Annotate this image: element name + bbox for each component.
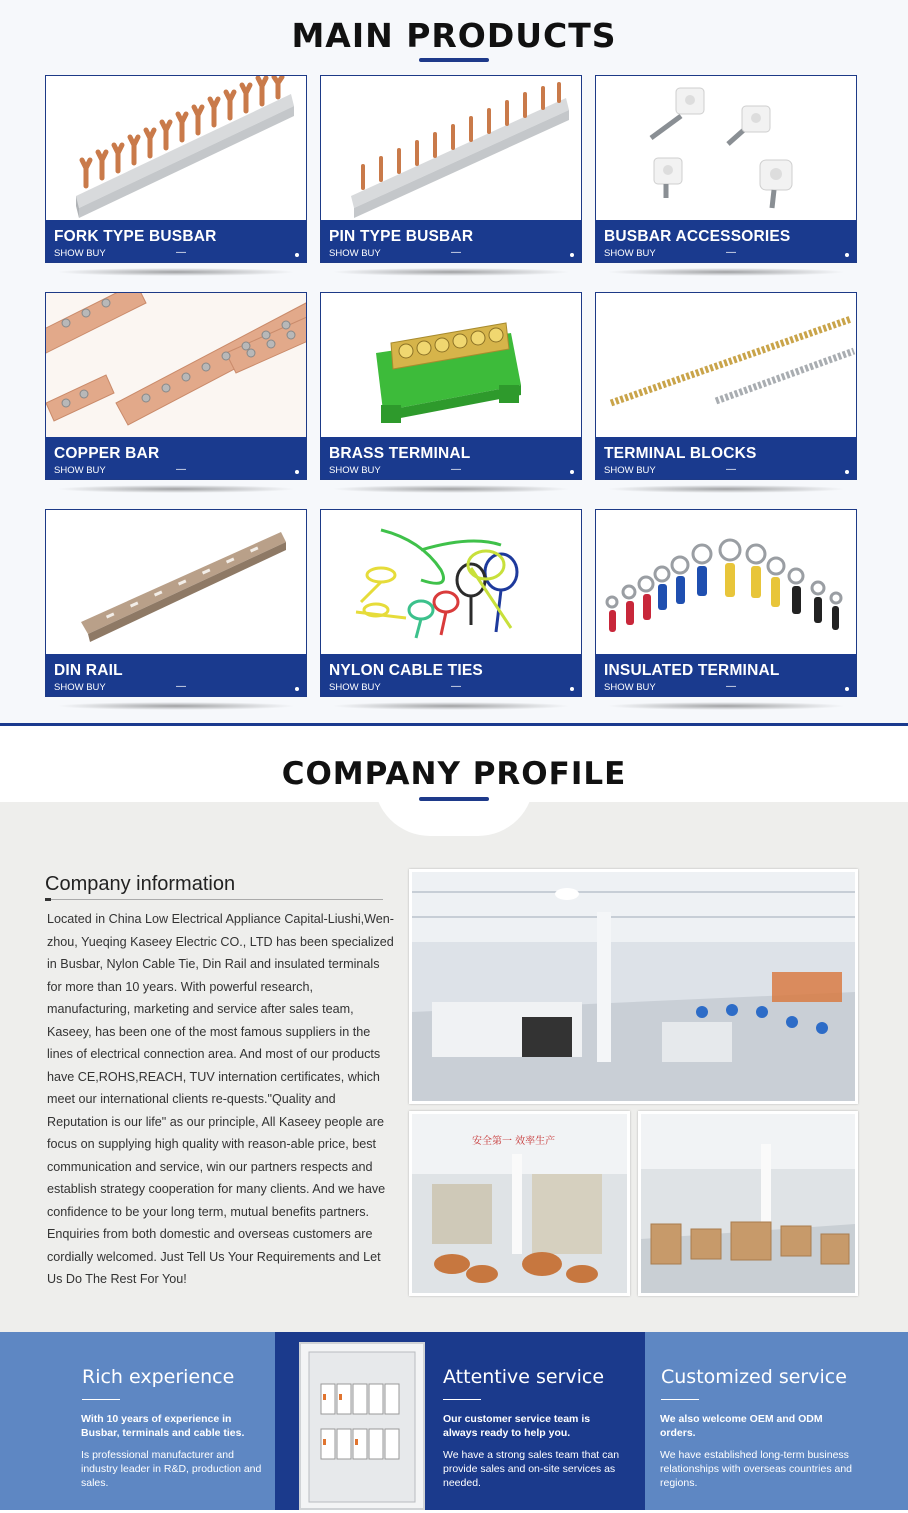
card-shadow — [56, 702, 296, 710]
bar-dash: — — [176, 247, 186, 258]
product-bar — [321, 220, 581, 262]
feature-rule — [661, 1399, 699, 1400]
product-bar — [321, 654, 581, 696]
product-card-nylon-cable-ties[interactable] — [320, 509, 582, 697]
product-bar — [596, 220, 856, 262]
insulated-terminal-image — [596, 510, 856, 654]
feature-bold-text: We also welcome OEM and ODM orders. — [660, 1413, 823, 1439]
product-name: INSULATED TERMINAL — [604, 662, 780, 679]
terminal-blocks-image — [596, 293, 856, 437]
card-shadow — [331, 702, 571, 710]
warehouse-photo — [638, 1111, 858, 1296]
product-name: TERMINAL BLOCKS — [604, 445, 757, 462]
bar-dot-icon — [295, 253, 299, 257]
product-card-din-rail[interactable] — [45, 509, 307, 697]
show-buy-link[interactable]: SHOW BUY — [329, 465, 381, 476]
product-name: BUSBAR ACCESSORIES — [604, 228, 791, 245]
bar-dash: — — [726, 464, 736, 475]
product-card-brass-terminal[interactable] — [320, 292, 582, 480]
card-shadow — [606, 702, 846, 710]
factory-floor-photo — [409, 869, 858, 1104]
product-bar — [321, 437, 581, 479]
feature-rule — [443, 1399, 481, 1400]
profile-title: COMPANY PROFILE — [281, 756, 627, 792]
product-bar — [46, 220, 306, 262]
fork-busbar-image — [46, 76, 306, 220]
bar-dash: — — [726, 681, 736, 692]
bar-dot-icon — [845, 687, 849, 691]
bar-dash: — — [176, 681, 186, 692]
product-card-pin-busbar[interactable] — [320, 75, 582, 263]
feature-title-attentive-service: Attentive service — [443, 1366, 605, 1388]
bar-dot-icon — [295, 470, 299, 474]
bar-dot-icon — [845, 253, 849, 257]
feature-rule — [82, 1399, 120, 1400]
company-info-text: Located in China Low Electrical Appliance Capital-Liushi,Wen-zhou, Yueqing Kaseey Electric CO., LTD has been specialized in Busbar, Nylon Cable Tie, Din Rail and insulated terminals for more than 10 years. With powerful research, manufacturing, marketing and service after sales team, Kaseey, has been one of the most famous suppliers in the lines of electrical connection area. And most of our products have CE,ROHS,REACH, TUV internation certificates, which meet our international clients re-quests."Quality and Reputation is our life" as our principle, All Kaseey people are focus on supplying high quality with reason-able price, best communication and service, win our partners respects and establish strategy cooperation for many clients. And we have confidence to be your long term, mutual benefits partners. Enquiries from both domestic and overseas customers are cordially welcomed. Just Tell Us Your Requirements and Let Us Do The Rest For You! — [47, 912, 394, 1286]
brass-terminal-image — [321, 293, 581, 437]
busbar-accessories-image — [596, 76, 856, 220]
machinery-photo — [409, 1111, 630, 1296]
feature-bold-text: Our customer service team is always ready to help you. — [443, 1413, 591, 1439]
product-card-insulated-terminal[interactable] — [595, 509, 857, 697]
card-shadow — [56, 268, 296, 276]
bar-dash: — — [451, 247, 461, 258]
product-name: COPPER BAR — [54, 445, 160, 462]
card-shadow — [606, 485, 846, 493]
product-card-fork-busbar[interactable] — [45, 75, 307, 263]
product-card-copper-bar[interactable] — [45, 292, 307, 480]
nylon-cable-ties-image — [321, 510, 581, 654]
products-title-underline — [419, 58, 489, 62]
product-card-terminal-blocks[interactable] — [595, 292, 857, 480]
show-buy-link[interactable]: SHOW BUY — [604, 248, 656, 259]
product-card-busbar-accessories[interactable] — [595, 75, 857, 263]
product-name: PIN TYPE BUSBAR — [329, 228, 474, 245]
feature-text: We have established long-term business relationships with overseas countries and regions. — [660, 1449, 853, 1489]
bar-dot-icon — [295, 687, 299, 691]
bar-dash: — — [451, 681, 461, 692]
features-band — [0, 1332, 908, 1510]
show-buy-link[interactable]: SHOW BUY — [329, 682, 381, 693]
product-bar — [596, 654, 856, 696]
product-name: FORK TYPE BUSBAR — [54, 228, 217, 245]
feature-bold-text: With 10 years of experience in Busbar, terminals and cable ties. — [81, 1413, 245, 1439]
heading-rule-accent — [45, 898, 51, 901]
product-bar — [46, 437, 306, 479]
show-buy-link[interactable]: SHOW BUY — [54, 465, 106, 476]
card-shadow — [606, 268, 846, 276]
feature-title-rich-experience: Rich experience — [82, 1366, 235, 1388]
card-shadow — [331, 485, 571, 493]
product-name: DIN RAIL — [54, 662, 123, 679]
profile-title-underline — [419, 797, 489, 801]
copper-bar-image — [46, 293, 306, 437]
show-buy-link[interactable]: SHOW BUY — [54, 248, 106, 259]
card-shadow — [56, 485, 296, 493]
distribution-box-image — [299, 1342, 425, 1510]
din-rail-image — [46, 510, 306, 654]
feature-text: Is professional manufacturer and industry leader in R&D, production and sales. — [81, 1449, 262, 1489]
show-buy-link[interactable]: SHOW BUY — [329, 248, 381, 259]
feature-title-customized-service: Customized service — [661, 1366, 847, 1388]
bar-dot-icon — [570, 687, 574, 691]
show-buy-link[interactable]: SHOW BUY — [604, 465, 656, 476]
bar-dot-icon — [570, 470, 574, 474]
product-bar — [596, 437, 856, 479]
bar-dot-icon — [845, 470, 849, 474]
bar-dash: — — [451, 464, 461, 475]
show-buy-link[interactable]: SHOW BUY — [604, 682, 656, 693]
company-info-heading: Company information — [45, 873, 236, 895]
pin-busbar-image — [321, 76, 581, 220]
feature-text: We have a strong sales team that can provide sales and on-site services as needed. — [443, 1449, 620, 1489]
bar-dash: — — [176, 464, 186, 475]
product-bar — [46, 654, 306, 696]
products-title: MAIN PRODUCTS — [291, 16, 617, 55]
card-shadow — [331, 268, 571, 276]
product-name: BRASS TERMINAL — [329, 445, 471, 462]
bar-dash: — — [726, 247, 736, 258]
heading-rule — [45, 899, 383, 900]
bar-dot-icon — [570, 253, 574, 257]
product-name: NYLON CABLE TIES — [329, 662, 483, 679]
show-buy-link[interactable]: SHOW BUY — [54, 682, 106, 693]
factory-banner-text: 安全第一 效率生产 — [472, 1136, 556, 1147]
